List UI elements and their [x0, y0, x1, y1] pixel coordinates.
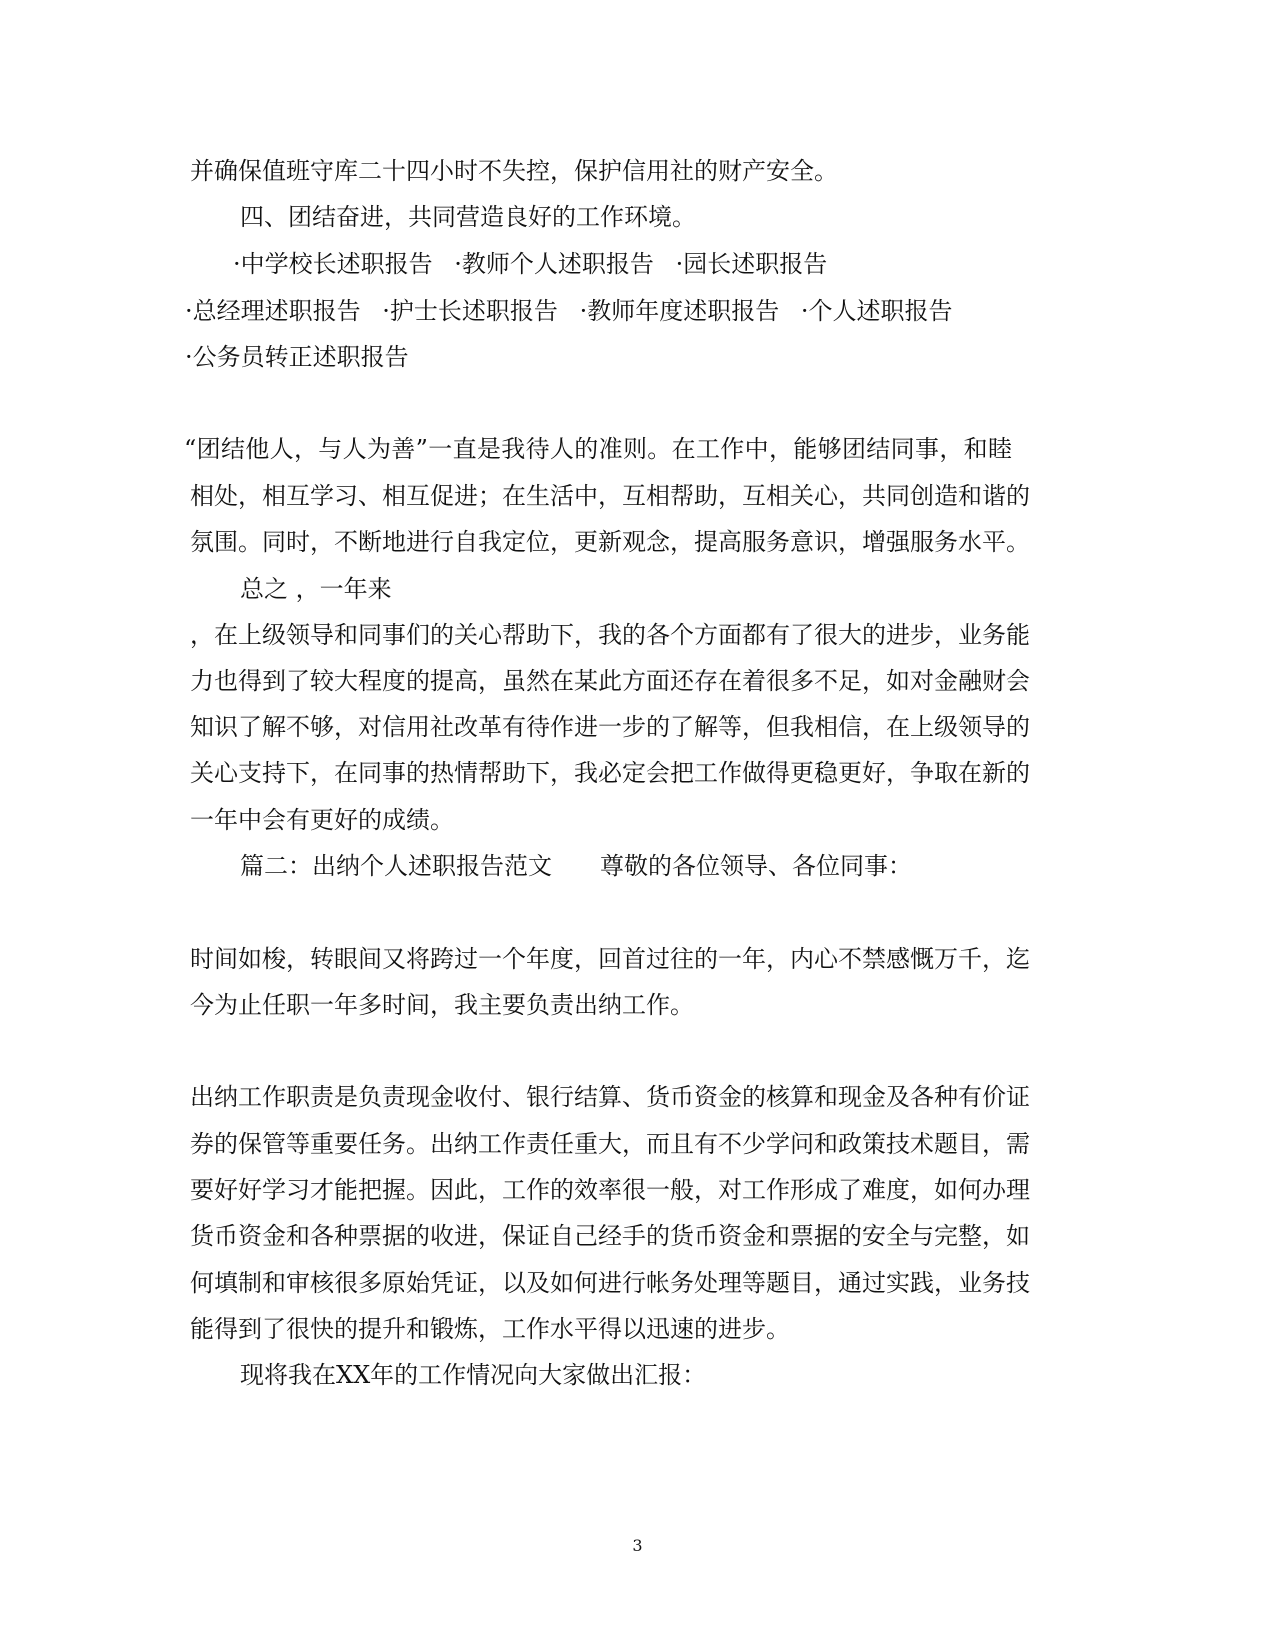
paragraph-line: 货币资金和各种票据的收进，保证自己经手的货币资金和票据的安全与完整，如: [190, 1222, 1030, 1250]
related-link[interactable]: ·教师年度述职报告: [579, 297, 780, 325]
related-link[interactable]: ·公务员转正述职报告: [185, 343, 409, 371]
paragraph-line: 氛围。同时，不断地进行自我定位，更新观念，提高服务意识，增强服务水平。: [190, 528, 1030, 556]
related-link[interactable]: ·园长述职报告: [675, 250, 828, 278]
paragraph-line: 关心支持下，在同事的热情帮助下，我必定会把工作做得更稳更好，争取在新的: [190, 759, 1030, 787]
related-links-row: [185, 342, 409, 372]
section-heading: 四、团结奋进，共同营造良好的工作环境。: [240, 203, 696, 231]
related-link[interactable]: ·总经理述职报告: [185, 297, 361, 325]
paragraph-line: 力也得到了较大程度的提高，虽然在某此方面还存在着很多不足，如对金融财会: [190, 667, 1030, 695]
paragraph-line: 现将我在XX年的工作情况向大家做出汇报：: [240, 1361, 707, 1389]
paragraph-line: 相处，相互学习、相互促进；在生活中，互相帮助，互相关心，共同创造和谐的: [190, 482, 1030, 510]
related-link[interactable]: ·教师个人述职报告: [454, 250, 654, 278]
paragraph-line: “团结他人，与人为善”一直是我待人的准则。在工作中，能够团结同事，和睦: [184, 435, 1012, 463]
section-title-text: 篇二：出纳个人述职报告范文: [240, 852, 552, 880]
related-links-row: [233, 249, 827, 279]
paragraph-line: 一年中会有更好的成绩。: [190, 806, 454, 834]
paragraph-line: 总之 ，一年来: [240, 575, 392, 603]
paragraph-line: 时间如梭，转眼间又将跨过一个年度，回首过往的一年，内心不禁感慨万千，迄: [190, 945, 1030, 973]
paragraph-line: 今为止任职一年多时间，我主要负责出纳工作。: [190, 991, 694, 1019]
related-link[interactable]: ·中学校长述职报告: [233, 250, 433, 278]
related-link[interactable]: ·护士长述职报告: [382, 297, 558, 325]
paragraph-line: ，在上级领导和同事们的关心帮助下，我的各个方面都有了很大的进步，业务能: [190, 621, 1030, 649]
related-link[interactable]: ·个人述职报告: [800, 297, 953, 325]
paragraph-line: 券的保管等重要任务。出纳工作责任重大，而且有不少学问和政策技术题目，需: [190, 1130, 1030, 1158]
paragraph-line: 出纳工作职责是负责现金收付、银行结算、货币资金的核算和现金及各种有价证: [190, 1083, 1030, 1111]
page-number: 3: [632, 1536, 643, 1555]
body-line: 并确保值班守库二十四小时不失控，保护信用社的财产安全。: [190, 157, 838, 185]
greeting: 尊敬的各位领导、各位同事：: [600, 852, 912, 880]
paragraph-line: 何填制和审核很多原始凭证，以及如何进行帐务处理等题目，通过实践，业务技: [190, 1269, 1030, 1297]
paragraph-line: 能得到了很快的提升和锻炼，工作水平得以迅速的进步。: [190, 1315, 790, 1343]
section-title: [240, 851, 912, 881]
paragraph-line: 要好好学习才能把握。因此，工作的效率很一般，对工作形成了难度，如何办理: [190, 1176, 1030, 1204]
paragraph-line: 知识了解不够，对信用社改革有待作进一步的了解等，但我相信，在上级领导的: [190, 713, 1030, 741]
related-links-row: [185, 296, 952, 326]
